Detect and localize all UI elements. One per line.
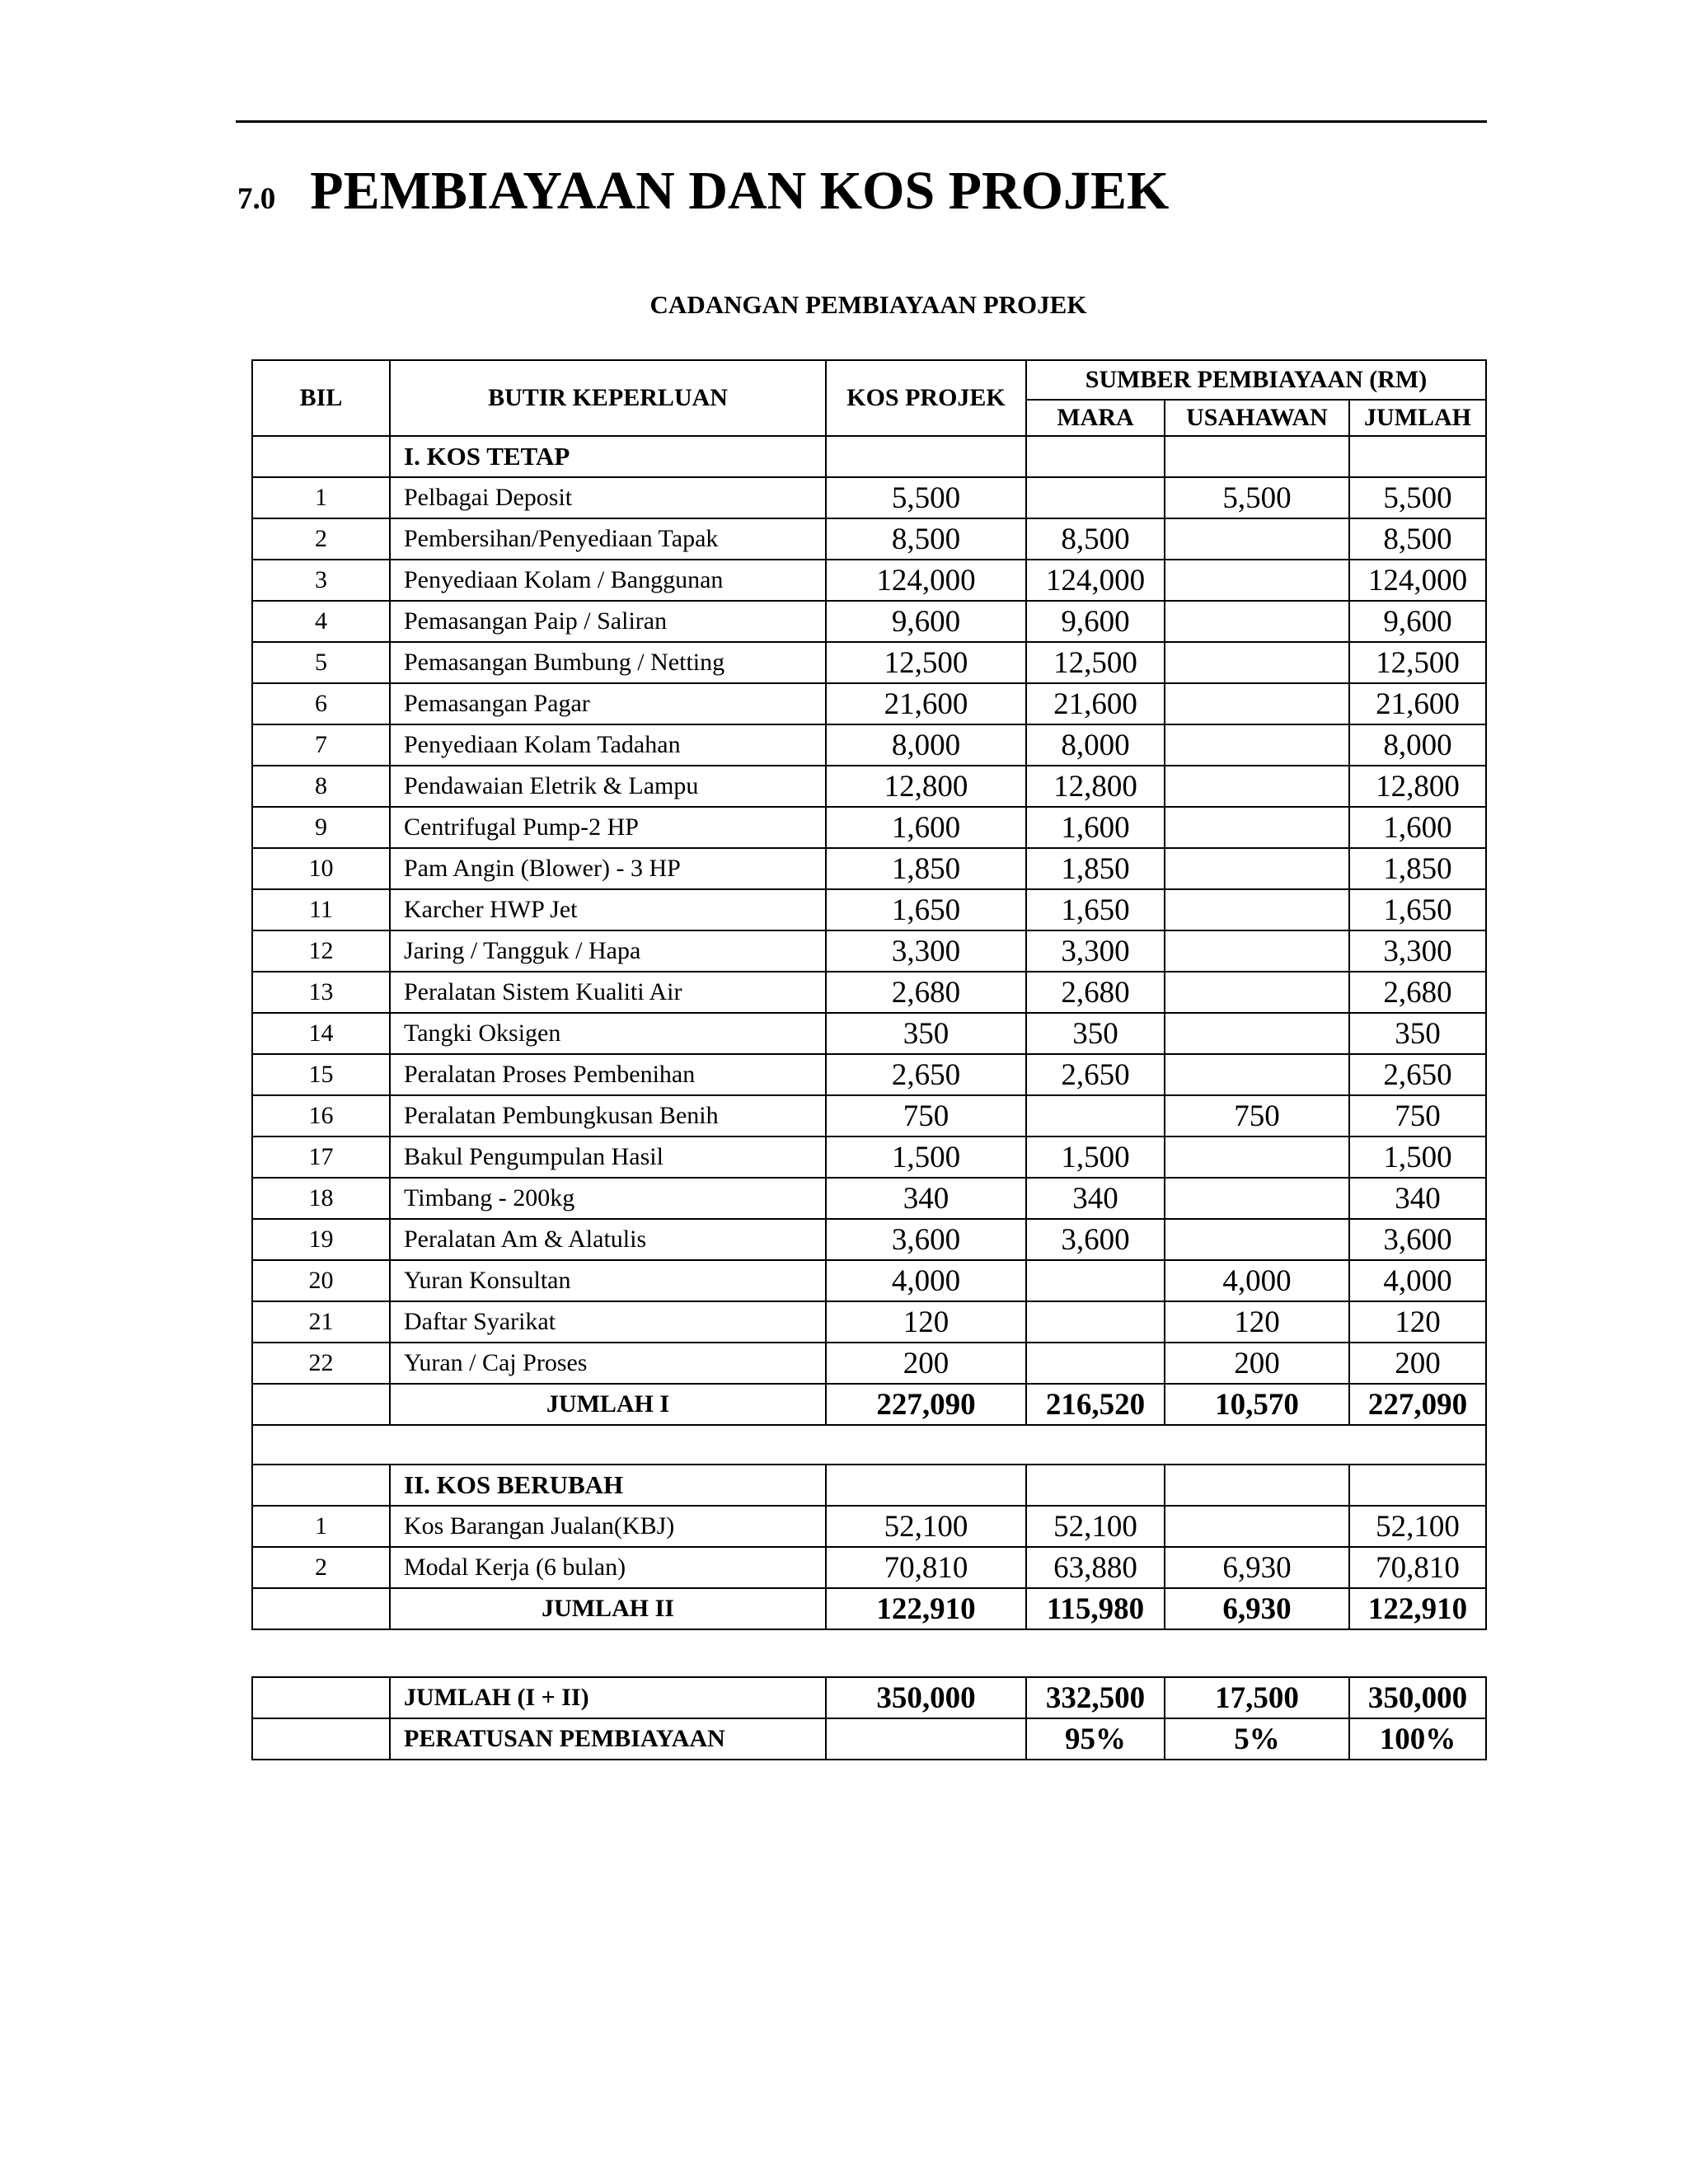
summary-table — [251, 1676, 1487, 1760]
cell-mara: 12,800 — [1026, 766, 1165, 807]
cell-kos-projek: 124,000 — [826, 560, 1026, 601]
cell-item: Modal Kerja (6 bulan) — [390, 1547, 826, 1588]
cell-kos-projek: 70,810 — [826, 1547, 1026, 1588]
total-row-jumlah-ii — [252, 1588, 1486, 1629]
cell-bil: 11 — [252, 889, 390, 930]
cell-item: Daftar Syarikat — [390, 1301, 826, 1343]
table-row — [252, 1547, 1486, 1588]
cell-usahawan — [1165, 560, 1349, 601]
cell-mara: 63,880 — [1026, 1547, 1165, 1588]
table-row — [252, 1054, 1486, 1095]
cell-item: Pemasangan Pagar — [390, 683, 826, 724]
cell-jumlah: 750 — [1349, 1095, 1486, 1137]
cell-jumlah: 120 — [1349, 1301, 1486, 1343]
financing-table — [251, 359, 1487, 1630]
cell-item: Peralatan Proses Pembenihan — [390, 1054, 826, 1095]
cell-mara: 350 — [1026, 1013, 1165, 1054]
cell-usahawan — [1165, 601, 1349, 642]
cell-kos-projek: 4,000 — [826, 1260, 1026, 1301]
cell-bil: 19 — [252, 1219, 390, 1260]
cell-item: Centrifugal Pump-2 HP — [390, 807, 826, 848]
header-bil: BIL — [252, 360, 390, 436]
total-kos: 227,090 — [826, 1384, 1026, 1425]
cell-mara: 12,500 — [1026, 642, 1165, 683]
cell-item: Pendawaian Eletrik & Lampu — [390, 766, 826, 807]
table-row — [252, 1095, 1486, 1137]
table-row — [252, 889, 1486, 930]
cell-bil: 13 — [252, 972, 390, 1013]
cell-kos-projek: 3,600 — [826, 1219, 1026, 1260]
cell-jumlah: 4,000 — [1349, 1260, 1486, 1301]
cell-mara: 9,600 — [1026, 601, 1165, 642]
cell-bil: 21 — [252, 1301, 390, 1343]
cell-item: Timbang - 200kg — [390, 1178, 826, 1219]
grand-total-usahawan: 17,500 — [1165, 1677, 1349, 1718]
cell-item: Bakul Pengumpulan Hasil — [390, 1137, 826, 1178]
spacer-row — [252, 1425, 1486, 1465]
cell-bil: 17 — [252, 1137, 390, 1178]
cell-jumlah: 3,600 — [1349, 1219, 1486, 1260]
header-usahawan: USAHAWAN — [1165, 400, 1349, 436]
header-jumlah: JUMLAH — [1349, 400, 1486, 436]
cell-item: Penyediaan Kolam / Banggunan — [390, 560, 826, 601]
cell-item: Yuran Konsultan — [390, 1260, 826, 1301]
grand-total-row — [252, 1677, 1486, 1718]
section-number: 7.0 — [237, 182, 276, 216]
cell-usahawan — [1165, 807, 1349, 848]
cell-jumlah: 2,650 — [1349, 1054, 1486, 1095]
cell-item: Peralatan Pembungkusan Benih — [390, 1095, 826, 1137]
cell-jumlah: 21,600 — [1349, 683, 1486, 724]
table-row — [252, 1178, 1486, 1219]
cell-usahawan: 750 — [1165, 1095, 1349, 1137]
cell-jumlah: 9,600 — [1349, 601, 1486, 642]
table-row — [252, 1301, 1486, 1343]
cell-item: Peralatan Sistem Kualiti Air — [390, 972, 826, 1013]
cell-bil: 16 — [252, 1095, 390, 1137]
cell-usahawan — [1165, 930, 1349, 972]
cell-bil: 20 — [252, 1260, 390, 1301]
cell-item: Karcher HWP Jet — [390, 889, 826, 930]
cell-mara: 2,680 — [1026, 972, 1165, 1013]
cell-bil: 3 — [252, 560, 390, 601]
cell-bil: 2 — [252, 518, 390, 560]
cell-item: Peralatan Am & Alatulis — [390, 1219, 826, 1260]
cell-jumlah: 1,850 — [1349, 848, 1486, 889]
cell-kos-projek: 1,850 — [826, 848, 1026, 889]
cell-usahawan — [1165, 1506, 1349, 1547]
cell-jumlah: 350 — [1349, 1013, 1486, 1054]
cell-bil: 1 — [252, 477, 390, 518]
table-row — [252, 1013, 1486, 1054]
cell-kos-projek: 120 — [826, 1301, 1026, 1343]
cell-jumlah: 3,300 — [1349, 930, 1486, 972]
cell-jumlah: 200 — [1349, 1343, 1486, 1384]
cell-kos-projek: 21,600 — [826, 683, 1026, 724]
cell-usahawan: 5,500 — [1165, 477, 1349, 518]
cell-mara: 8,000 — [1026, 724, 1165, 766]
cell-bil: 5 — [252, 642, 390, 683]
table-row — [252, 642, 1486, 683]
total-jumlah: 122,910 — [1349, 1588, 1486, 1629]
header-sumber-pembiayaan: SUMBER PEMBIAYAAN (RM) — [1026, 360, 1486, 400]
cell-jumlah: 12,800 — [1349, 766, 1486, 807]
table-row — [252, 807, 1486, 848]
grand-total-kos: 350,000 — [826, 1677, 1026, 1718]
section-title — [237, 158, 1169, 232]
cell-usahawan — [1165, 972, 1349, 1013]
cell-jumlah: 340 — [1349, 1178, 1486, 1219]
table-caption: CADANGAN PEMBIAYAAN PROJEK — [649, 290, 1087, 319]
table-row — [252, 848, 1486, 889]
cell-usahawan — [1165, 1137, 1349, 1178]
cell-usahawan: 120 — [1165, 1301, 1349, 1343]
cell-bil: 7 — [252, 724, 390, 766]
percentage-mara: 95% — [1026, 1718, 1165, 1760]
cell-mara — [1026, 1301, 1165, 1343]
cell-bil: 1 — [252, 1506, 390, 1547]
table-row — [252, 1343, 1486, 1384]
cell-usahawan — [1165, 518, 1349, 560]
cell-item: Pemasangan Bumbung / Netting — [390, 642, 826, 683]
cell-kos-projek: 8,000 — [826, 724, 1026, 766]
cell-item: Penyediaan Kolam Tadahan — [390, 724, 826, 766]
total-jumlah: 227,090 — [1349, 1384, 1486, 1425]
cell-mara: 52,100 — [1026, 1506, 1165, 1547]
cell-bil: 9 — [252, 807, 390, 848]
cell-mara: 1,600 — [1026, 807, 1165, 848]
cell-jumlah: 70,810 — [1349, 1547, 1486, 1588]
total-usahawan: 10,570 — [1165, 1384, 1349, 1425]
cell-usahawan: 6,930 — [1165, 1547, 1349, 1588]
total-label: JUMLAH II — [390, 1588, 826, 1629]
cell-kos-projek: 750 — [826, 1095, 1026, 1137]
section-row-kos-berubah — [252, 1465, 1486, 1506]
cell-item: Kos Barangan Jualan(KBJ) — [390, 1506, 826, 1547]
cell-bil: 4 — [252, 601, 390, 642]
table-row — [252, 683, 1486, 724]
cell-kos-projek: 1,500 — [826, 1137, 1026, 1178]
cell-jumlah: 124,000 — [1349, 560, 1486, 601]
percentage-kos — [826, 1718, 1026, 1760]
table-row — [252, 930, 1486, 972]
cell-jumlah: 1,500 — [1349, 1137, 1486, 1178]
cell-usahawan — [1165, 1013, 1349, 1054]
cell-bil: 6 — [252, 683, 390, 724]
grand-total-mara: 332,500 — [1026, 1677, 1165, 1718]
cell-item: Jaring / Tangguk / Hapa — [390, 930, 826, 972]
cell-jumlah: 1,600 — [1349, 807, 1486, 848]
cell-jumlah: 8,500 — [1349, 518, 1486, 560]
cell-mara: 124,000 — [1026, 560, 1165, 601]
cell-usahawan — [1165, 1054, 1349, 1095]
table-row — [252, 601, 1486, 642]
cell-usahawan — [1165, 766, 1349, 807]
cell-mara: 21,600 — [1026, 683, 1165, 724]
cell-item: Pemasangan Paip / Saliran — [390, 601, 826, 642]
cell-bil: 8 — [252, 766, 390, 807]
table-row — [252, 518, 1486, 560]
cell-jumlah: 1,650 — [1349, 889, 1486, 930]
cell-item: Tangki Oksigen — [390, 1013, 826, 1054]
cell-bil: 22 — [252, 1343, 390, 1384]
section-heading-kos-berubah: II. KOS BERUBAH — [390, 1465, 826, 1506]
cell-kos-projek: 1,650 — [826, 889, 1026, 930]
header-kos-projek: KOS PROJEK — [826, 360, 1026, 436]
section-row-kos-tetap — [252, 436, 1486, 477]
grand-total-label: JUMLAH (I + II) — [390, 1677, 826, 1718]
cell-item: Pelbagai Deposit — [390, 477, 826, 518]
cell-mara: 1,650 — [1026, 889, 1165, 930]
cell-usahawan — [1165, 889, 1349, 930]
cell-usahawan — [1165, 848, 1349, 889]
cell-kos-projek: 3,300 — [826, 930, 1026, 972]
table-row — [252, 766, 1486, 807]
cell-jumlah: 5,500 — [1349, 477, 1486, 518]
total-row-jumlah-i — [252, 1384, 1486, 1425]
section-heading: PEMBIAYAAN DAN KOS PROJEK — [310, 161, 1170, 221]
cell-kos-projek: 350 — [826, 1013, 1026, 1054]
cell-mara — [1026, 1095, 1165, 1137]
cell-jumlah: 12,500 — [1349, 642, 1486, 683]
cell-usahawan — [1165, 724, 1349, 766]
cell-mara — [1026, 1343, 1165, 1384]
header-item: BUTIR KEPERLUAN — [390, 360, 826, 436]
cell-mara: 8,500 — [1026, 518, 1165, 560]
cell-item: Yuran / Caj Proses — [390, 1343, 826, 1384]
table-row — [252, 1219, 1486, 1260]
total-label: JUMLAH I — [390, 1384, 826, 1425]
cell-bil: 2 — [252, 1547, 390, 1588]
table-row — [252, 724, 1486, 766]
cell-bil: 14 — [252, 1013, 390, 1054]
cell-usahawan: 4,000 — [1165, 1260, 1349, 1301]
cell-jumlah: 8,000 — [1349, 724, 1486, 766]
table-row — [252, 972, 1486, 1013]
cell-mara: 1,500 — [1026, 1137, 1165, 1178]
percentage-jumlah: 100% — [1349, 1718, 1486, 1760]
percentage-label: PERATUSAN PEMBIAYAAN — [390, 1718, 826, 1760]
cell-kos-projek: 12,800 — [826, 766, 1026, 807]
table-row — [252, 1506, 1486, 1547]
cell-usahawan — [1165, 1178, 1349, 1219]
total-usahawan: 6,930 — [1165, 1588, 1349, 1629]
cell-kos-projek: 1,600 — [826, 807, 1026, 848]
total-kos: 122,910 — [826, 1588, 1026, 1629]
table-row — [252, 477, 1486, 518]
cell-mara — [1026, 1260, 1165, 1301]
cell-usahawan: 200 — [1165, 1343, 1349, 1384]
total-mara: 216,520 — [1026, 1384, 1165, 1425]
cell-mara: 2,650 — [1026, 1054, 1165, 1095]
cell-kos-projek: 8,500 — [826, 518, 1026, 560]
cell-kos-projek: 2,650 — [826, 1054, 1026, 1095]
grand-total-jumlah: 350,000 — [1349, 1677, 1486, 1718]
cell-jumlah: 2,680 — [1349, 972, 1486, 1013]
cell-kos-projek: 2,680 — [826, 972, 1026, 1013]
cell-item: Pembersihan/Penyediaan Tapak — [390, 518, 826, 560]
cell-kos-projek: 5,500 — [826, 477, 1026, 518]
cell-kos-projek: 200 — [826, 1343, 1026, 1384]
cell-mara: 3,600 — [1026, 1219, 1165, 1260]
cell-usahawan — [1165, 1219, 1349, 1260]
cell-jumlah: 52,100 — [1349, 1506, 1486, 1547]
cell-kos-projek: 52,100 — [826, 1506, 1026, 1547]
cell-bil: 12 — [252, 930, 390, 972]
cell-usahawan — [1165, 683, 1349, 724]
cell-kos-projek: 9,600 — [826, 601, 1026, 642]
top-rule — [236, 120, 1487, 123]
cell-bil: 18 — [252, 1178, 390, 1219]
table-row — [252, 560, 1486, 601]
table-row — [252, 1260, 1486, 1301]
cell-kos-projek: 12,500 — [826, 642, 1026, 683]
cell-mara: 3,300 — [1026, 930, 1165, 972]
cell-kos-projek: 340 — [826, 1178, 1026, 1219]
percentage-usahawan: 5% — [1165, 1718, 1349, 1760]
header-mara: MARA — [1026, 400, 1165, 436]
total-mara: 115,980 — [1026, 1588, 1165, 1629]
section-heading-kos-tetap: I. KOS TETAP — [390, 436, 826, 477]
cell-bil: 15 — [252, 1054, 390, 1095]
cell-bil: 10 — [252, 848, 390, 889]
cell-mara — [1026, 477, 1165, 518]
cell-usahawan — [1165, 642, 1349, 683]
cell-mara: 1,850 — [1026, 848, 1165, 889]
table-row — [252, 1137, 1486, 1178]
cell-item: Pam Angin (Blower) - 3 HP — [390, 848, 826, 889]
percentage-row — [252, 1718, 1486, 1760]
cell-mara: 340 — [1026, 1178, 1165, 1219]
